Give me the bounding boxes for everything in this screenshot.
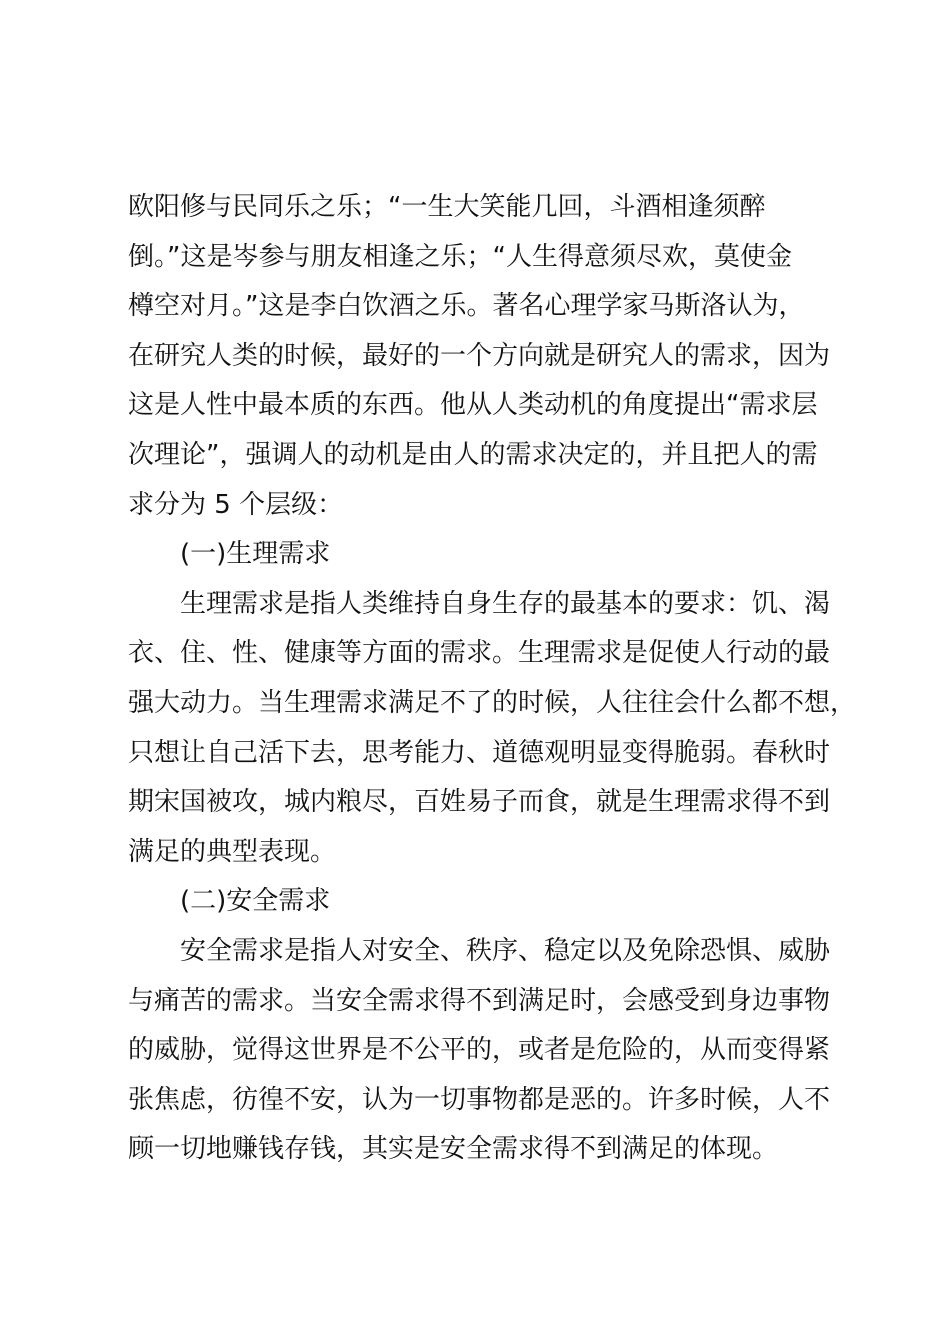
heading-text: (一)生理需求 <box>180 539 331 570</box>
text-line: 安全需求是指人对安全、秩序、稳定以及免除恐惧、威胁 <box>180 935 831 966</box>
text-line: 与痛苦的需求。当安全需求得不到满足时，会感受到身边事物 <box>128 985 831 1016</box>
section-heading-physiological <box>128 530 838 580</box>
text-line: 倒。”这是岑参与朋友相逢之乐；“人生得意须尽欢，莫使金 <box>128 241 792 272</box>
text-line: 满足的典型表现。 <box>128 836 337 867</box>
document-body <box>128 183 857 1175</box>
text-line: 生理需求是指人类维持自身生存的最基本的要求：饥、渴 <box>180 588 831 619</box>
text-line: 这是人性中最本质的东西。他从人类动机的角度提出“需求层 <box>128 390 818 421</box>
text-line: 欧阳修与民同乐之乐；“一生大笑能几回，斗酒相逢须醉 <box>128 192 766 222</box>
text-line: 在研究人类的时候，最好的一个方向就是研究人的需求，因为 <box>128 340 831 371</box>
text-line: 樽空对月。”这是李白饮酒之乐。著名心理学家马斯洛认为， <box>128 291 805 322</box>
paragraph-physiological-needs <box>128 580 857 878</box>
text-line: 张焦虑，彷徨不安，认为一切事物都是恶的。许多时候，人不 <box>128 1084 831 1115</box>
text-line: 顾一切地赚钱存钱，其实是安全需求得不到满足的体现。 <box>128 1134 779 1165</box>
section-heading-safety <box>128 877 838 927</box>
text-line: 求分为 5 个层级： <box>128 489 344 520</box>
text-line: 只想让自己活下去，思考能力、道德观明显变得脆弱。春秋时 <box>128 737 831 768</box>
text-line: 期宋国被攻，城内粮尽，百姓易子而食，就是生理需求得不到 <box>128 787 831 818</box>
text-line: 的威胁，觉得这世界是不公平的，或者是危险的，从而变得紧 <box>128 1035 831 1066</box>
paragraph-maslow-intro <box>128 183 838 530</box>
text-line: 强大动力。当生理需求满足不了的时候，人往往会什么都不想， <box>128 687 857 718</box>
heading-text: (二)安全需求 <box>180 886 331 917</box>
text-line: 衣、住、性、健康等方面的需求。生理需求是促使人行动的最 <box>128 638 831 669</box>
paragraph-safety-needs <box>128 927 838 1175</box>
text-line: 次理论”，强调人的动机是由人的需求决定的，并且把人的需 <box>128 439 818 470</box>
